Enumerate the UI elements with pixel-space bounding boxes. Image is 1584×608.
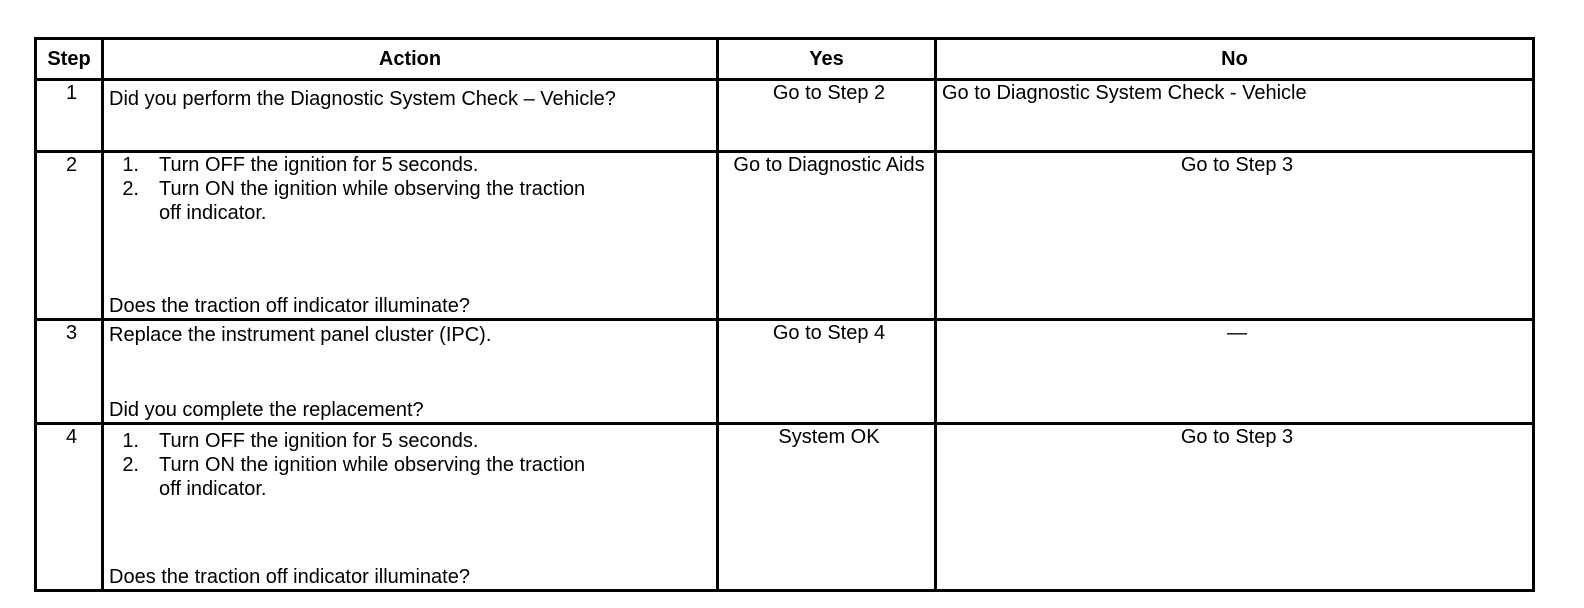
- substep-list: [109, 429, 609, 501]
- header-row: [36, 39, 1534, 80]
- question-text: Does the traction off indicator illuminate?: [109, 566, 470, 588]
- table-row: [36, 152, 1534, 320]
- header-step: Step: [36, 39, 103, 80]
- no-cell: —: [936, 320, 1534, 424]
- substep-text: Turn OFF the ignition for 5 seconds.: [159, 430, 479, 452]
- substep-text: Turn ON the ignition while observing the traction off indicator.: [159, 178, 586, 224]
- no-cell: Go to Diagnostic System Check - Vehicle: [936, 80, 1534, 152]
- substep-text: Turn ON the ignition while observing the traction off indicator.: [159, 454, 586, 500]
- action-cell: [103, 152, 718, 320]
- substep-number: 1.: [122, 154, 139, 176]
- yes-cell: [718, 152, 936, 320]
- action-cell: [103, 424, 718, 591]
- substep-number: 2.: [122, 454, 139, 476]
- yes-cell: Go to Step 2: [718, 80, 936, 152]
- substep-item: [109, 429, 609, 453]
- substep-number: 2.: [122, 178, 139, 200]
- no-cell: Go to Step 3: [936, 424, 1534, 591]
- step-number: 1: [36, 80, 103, 152]
- diagnostic-table: [34, 37, 1535, 592]
- step-number: 4: [36, 424, 103, 591]
- header-action: Action: [103, 39, 718, 80]
- action-cell: [103, 80, 718, 152]
- table-row: [36, 424, 1534, 591]
- yes-text: Go to Diagnostic Aids: [733, 154, 925, 176]
- substep-text: Turn OFF the ignition for 5 seconds.: [159, 154, 479, 176]
- substep-item: [109, 453, 609, 501]
- question-text: Does the traction off indicator illuminate?: [109, 295, 470, 317]
- yes-cell: Go to Step 4: [718, 320, 936, 424]
- table-row: [36, 320, 1534, 424]
- step-number: 2: [36, 152, 103, 320]
- substep-item: [109, 153, 609, 177]
- header-no: No: [936, 39, 1534, 80]
- action-cell: [103, 320, 718, 424]
- action-text: Did you perform the Diagnostic System Check – Vehicle?: [109, 88, 616, 110]
- action-text: Replace the instrument panel cluster (IPC).: [109, 324, 492, 346]
- header-yes: Yes: [718, 39, 936, 80]
- no-cell: Go to Step 3: [936, 152, 1534, 320]
- substep-item: [109, 177, 609, 225]
- question-text: Did you complete the replacement?: [109, 399, 424, 421]
- substep-list: [109, 153, 609, 225]
- yes-cell: System OK: [718, 424, 936, 591]
- table-row: [36, 80, 1534, 152]
- step-number: 3: [36, 320, 103, 424]
- substep-number: 1.: [122, 430, 139, 452]
